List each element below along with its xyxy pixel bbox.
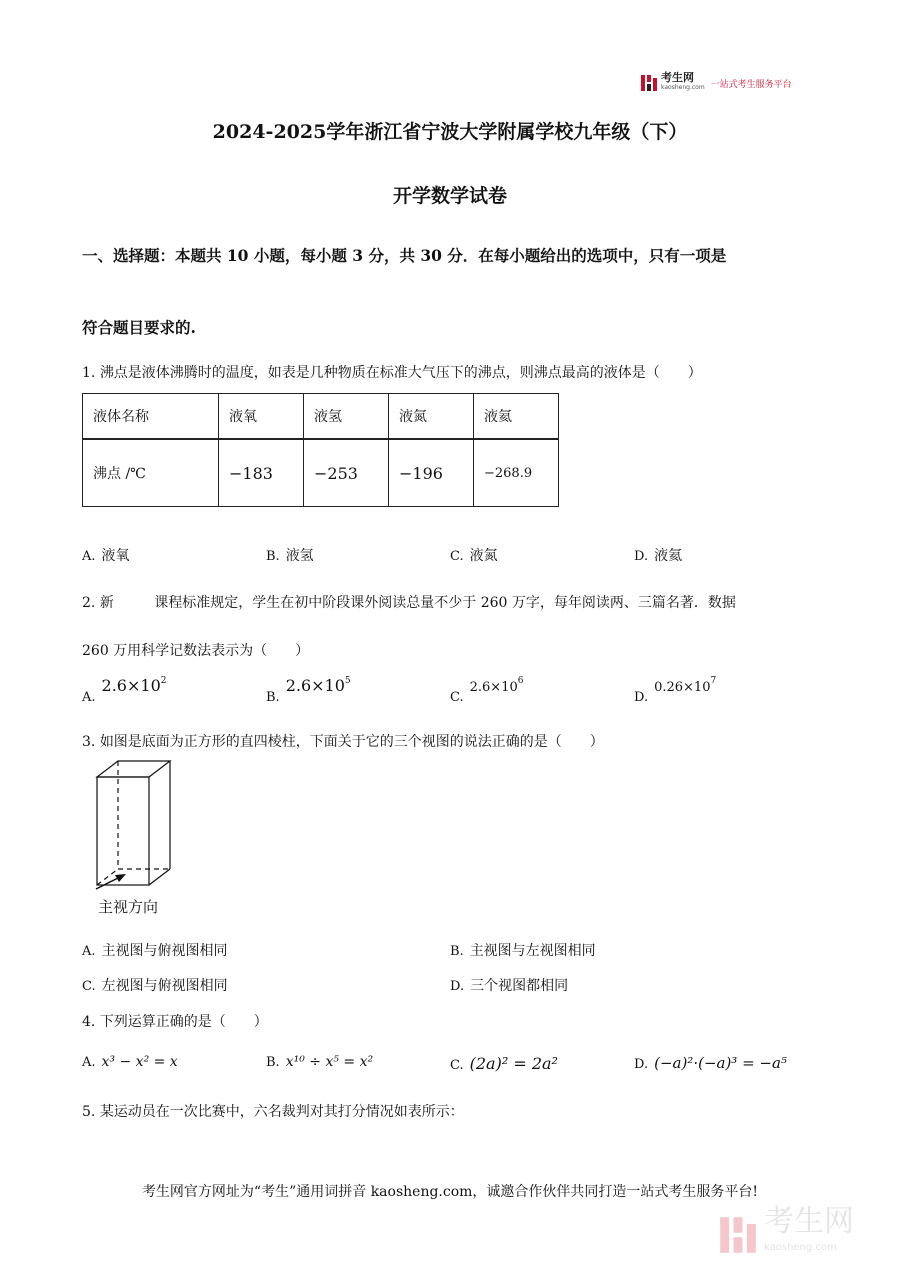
question-text: 某运动员在一次比赛中，六名裁判对其打分情况如表所示： bbox=[99, 1104, 464, 1120]
option-text: (2a)² = 2a² bbox=[469, 1054, 558, 1073]
question-text: 新 bbox=[99, 595, 114, 611]
watermark-text: 考生网 kaosheng.com bbox=[764, 1209, 854, 1261]
option-label: B. bbox=[266, 1055, 280, 1070]
option-label: A. bbox=[82, 690, 96, 705]
table-cell: 液氢 bbox=[304, 394, 389, 440]
prism-top-face bbox=[97, 761, 170, 777]
option-text: 2.6×10 bbox=[469, 680, 518, 695]
option-label: C. bbox=[450, 549, 464, 564]
brand-url: kaosheng.com bbox=[661, 84, 705, 91]
figure-caption: 主视方向 bbox=[98, 898, 159, 916]
table-cell: 沸点 /℃ bbox=[83, 439, 219, 507]
question-1 bbox=[82, 362, 702, 382]
option-b[interactable] bbox=[450, 940, 596, 960]
option-label: A. bbox=[82, 944, 96, 959]
option-exponent: 6 bbox=[517, 676, 524, 686]
table-cell: 液氧 bbox=[219, 394, 304, 440]
table-cell: −183 bbox=[219, 439, 304, 507]
option-text: (−a)²·(−a)³ = −a⁵ bbox=[654, 1054, 787, 1072]
table-cell: −268.9 bbox=[474, 439, 559, 507]
option-exponent: 2 bbox=[160, 676, 167, 686]
table-row bbox=[83, 439, 559, 507]
option-text: x³ − x² = x bbox=[101, 1054, 178, 1070]
option-text: 主视图与俯视图相同 bbox=[101, 943, 228, 959]
option-exponent: 7 bbox=[710, 676, 717, 686]
option-d[interactable] bbox=[634, 545, 682, 565]
kaosheng-logo-icon bbox=[640, 74, 658, 92]
option-text: 液氮 bbox=[469, 548, 498, 564]
option-text: 液氧 bbox=[101, 548, 130, 564]
question-number: 5. bbox=[82, 1104, 96, 1120]
view-direction-arrow-icon bbox=[96, 874, 126, 889]
option-text: 左视图与俯视图相同 bbox=[101, 978, 228, 994]
option-label: C. bbox=[450, 690, 464, 705]
option-label: A. bbox=[82, 549, 96, 564]
option-text: 三个视图都相同 bbox=[470, 978, 569, 994]
option-d[interactable] bbox=[450, 975, 568, 995]
table-cell: 液氦 bbox=[474, 394, 559, 440]
brand-slogan: 一站式考生服务平台 bbox=[710, 79, 792, 90]
page-title: 2024-2025学年浙江省宁波大学附属学校九年级（下） bbox=[212, 121, 688, 143]
question-5 bbox=[82, 1101, 464, 1121]
option-label: C. bbox=[450, 1058, 464, 1073]
boiling-point-table bbox=[82, 393, 559, 507]
table-row bbox=[83, 394, 559, 440]
question-text: 如图是底面为正方形的直四棱柱，下面关于它的三个视图的说法正确的是（ ） bbox=[99, 734, 604, 750]
option-a[interactable] bbox=[82, 940, 228, 960]
option-label: B. bbox=[266, 690, 280, 705]
watermark-logo-icon bbox=[718, 1214, 758, 1256]
question-2-line2: 260 万用科学记数法表示为（ ） bbox=[82, 643, 310, 659]
question-text: 课程标准规定，学生在初中阶段课外阅读总量不少于 260 万字，每年阅读两、三篇名著．数据 bbox=[154, 595, 736, 611]
question-2 bbox=[82, 592, 736, 612]
option-d[interactable] bbox=[634, 676, 717, 705]
question-text: 沸点是液体沸腾时的温度，如表是几种物质在标准大气压下的沸点，则沸点最高的液体是（ ） bbox=[99, 365, 702, 381]
option-text: 0.26×10 bbox=[654, 680, 711, 695]
option-label: D. bbox=[450, 979, 465, 994]
option-text: 液氢 bbox=[285, 548, 314, 564]
watermark bbox=[718, 1204, 888, 1260]
table-cell: −196 bbox=[389, 439, 474, 507]
option-label: D. bbox=[634, 690, 649, 705]
option-c[interactable] bbox=[450, 545, 498, 565]
option-label: D. bbox=[634, 549, 649, 564]
option-c[interactable] bbox=[450, 1054, 558, 1073]
option-text: x¹⁰ ÷ x⁵ = x² bbox=[285, 1054, 374, 1070]
question-number: 3. bbox=[82, 734, 96, 750]
option-b[interactable] bbox=[266, 676, 351, 705]
page-footer: 考生网官方网址为“考生”通用词拼音 kaosheng.com，诚邀合作伙伴共同打造一站式考生服务平台! bbox=[141, 1184, 759, 1200]
option-text: 液氦 bbox=[654, 548, 683, 564]
option-label: B. bbox=[266, 549, 280, 564]
section-heading: 一、选择题：本题共 10 小题，每小题 3 分，共 30 分．在每小题给出的选项中，只有一项是 bbox=[82, 246, 727, 265]
option-text: 2.6×10 bbox=[101, 676, 161, 695]
header-logo bbox=[640, 72, 810, 94]
question-4 bbox=[82, 1011, 268, 1031]
table-cell: −253 bbox=[304, 439, 389, 507]
option-a[interactable] bbox=[82, 1054, 178, 1070]
option-a[interactable] bbox=[82, 676, 167, 705]
question-number: 2. bbox=[82, 595, 96, 611]
option-text: 2.6×10 bbox=[285, 676, 345, 695]
option-text: 主视图与左视图相同 bbox=[469, 943, 596, 959]
brand-name: 考生网 kaosheng.com bbox=[661, 71, 705, 91]
question-number: 4. bbox=[82, 1014, 96, 1030]
question-3 bbox=[82, 731, 604, 751]
option-d[interactable] bbox=[634, 1054, 787, 1072]
question-number: 1. bbox=[82, 365, 96, 381]
prism-edge bbox=[149, 869, 170, 885]
option-label: C. bbox=[82, 979, 96, 994]
option-label: B. bbox=[450, 944, 464, 959]
watermark-url: kaosheng.com bbox=[764, 1242, 837, 1253]
prism-figure bbox=[90, 756, 180, 891]
option-exponent: 5 bbox=[344, 676, 351, 686]
table-cell: 液氮 bbox=[389, 394, 474, 440]
page-subtitle: 开学数学试卷 bbox=[392, 185, 507, 207]
option-label: D. bbox=[634, 1057, 649, 1072]
table-cell: 液体名称 bbox=[83, 394, 219, 440]
option-b[interactable] bbox=[266, 545, 314, 565]
option-b[interactable] bbox=[266, 1054, 373, 1070]
option-c[interactable] bbox=[82, 975, 228, 995]
option-c[interactable] bbox=[450, 676, 524, 705]
section-heading-cont: 符合题目要求的. bbox=[82, 318, 196, 337]
question-text: 下列运算正确的是（ ） bbox=[99, 1014, 268, 1030]
option-a[interactable] bbox=[82, 545, 130, 565]
option-label: A. bbox=[82, 1055, 96, 1070]
